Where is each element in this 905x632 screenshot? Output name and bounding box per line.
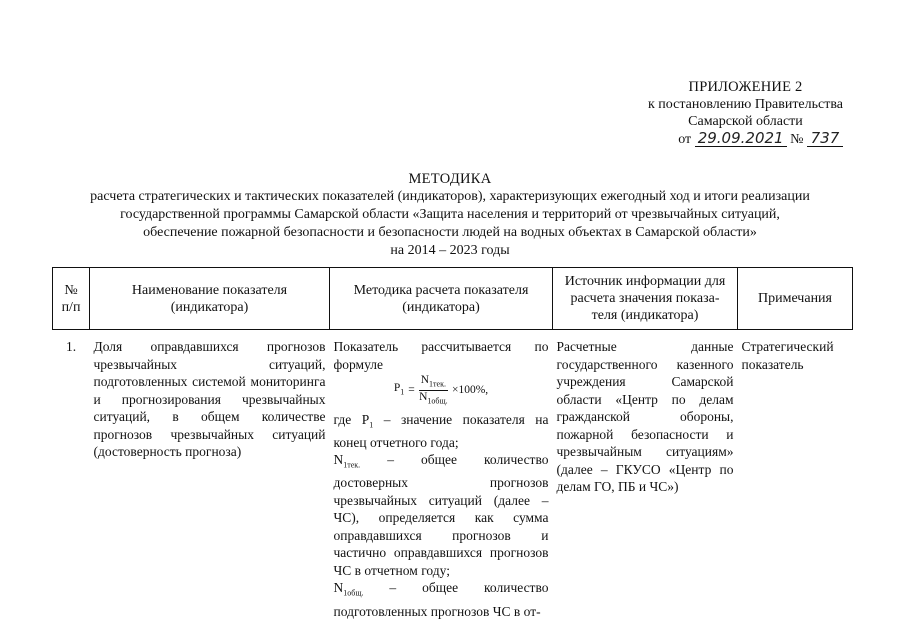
method-where: где $P_1$ – значение показателя на конец отчетного года; <box>333 411 549 450</box>
heading-line-4: на 2014 – 2023 годы <box>390 243 510 258</box>
table-header-row <box>53 268 853 330</box>
row-name: Доля оправдавшихся прогнозов чрезвычайных ситуаций, подготовленных системой мониторинга и прогнозирования чрезвычайных ситуаций, в общем количестве прогнозов чрезвычайных ситуаций (достоверность прогноза) <box>93 339 326 459</box>
appendix-title: ПРИЛОЖЕНИЕ 2 <box>688 79 803 95</box>
row-note: Стратегический показатель <box>741 339 834 372</box>
document-heading <box>40 170 860 260</box>
header-name: Наименование показателя (индикатора) <box>90 268 330 330</box>
number-prefix: № <box>790 132 804 147</box>
method-n2: $N_{1общ.}$ – общее количество подготовленных прогнозов ЧС в от- <box>333 580 549 619</box>
handwritten-date: 29.09.2021 <box>695 130 787 147</box>
row-source: Расчетные данные государственного казенного учреждения Самарской области «Центр по делам гражданской обороны, пожарной безопасности и чрезвычайным ситуациям» (далее – ГКУСО «Центр по делам ГО, ПБ и ЧС») <box>556 339 734 494</box>
formula <box>334 374 549 408</box>
header-method: Методика расчета показателя (индикатора) <box>330 268 553 330</box>
header-note: Примечания <box>738 268 853 330</box>
heading-line-1: расчета стратегических и тактических показателей (индикаторов), характеризующих ежегодный ход и итоги реализации <box>90 189 810 204</box>
formula-denominator: $N_{1общ.}$ <box>419 391 448 406</box>
method-n1: $N_{1тек.}$ – общее количество достоверных прогнозов чрезвычайных ситуаций (далее – ЧС), определяется как сумма оправдавшихся прогнозов и частично оправдавшихся прогнозов ЧС в отчетном году; <box>333 452 549 578</box>
heading-title: МЕТОДИКА <box>408 171 492 187</box>
date-prefix: от <box>678 132 692 147</box>
row-method <box>330 330 553 621</box>
formula-fraction <box>419 374 448 408</box>
appendix-date-row <box>648 130 843 148</box>
header-source: Источник информации для расчета значения показа- теля (индикатора) <box>553 268 738 330</box>
formula-eq: = <box>408 384 415 397</box>
formula-numerator: $N_{1тек.}$ <box>419 374 448 391</box>
heading-line-3: обеспечение пожарной безопасности и безопасности людей на водных объектах в Самарской области» <box>143 225 757 240</box>
header-num: № п/п <box>53 268 90 330</box>
heading-line-2: государственной программы Самарской области «Защита населения и территорий от чрезвычайных ситуаций, <box>120 207 780 222</box>
appendix-line-1: к постановлению Правительства <box>647 97 843 112</box>
appendix-line-2: Самарской области <box>688 114 803 129</box>
handwritten-number: 737 <box>807 130 843 147</box>
formula-lhs: $P_1$ <box>393 382 405 397</box>
indicators-table <box>52 267 853 620</box>
formula-tail: ×100%, <box>451 384 489 397</box>
method-intro: Показатель рассчитывается по формуле <box>333 339 549 372</box>
appendix-block <box>648 79 843 148</box>
table-row <box>53 330 853 621</box>
row-number: 1. <box>65 339 77 354</box>
